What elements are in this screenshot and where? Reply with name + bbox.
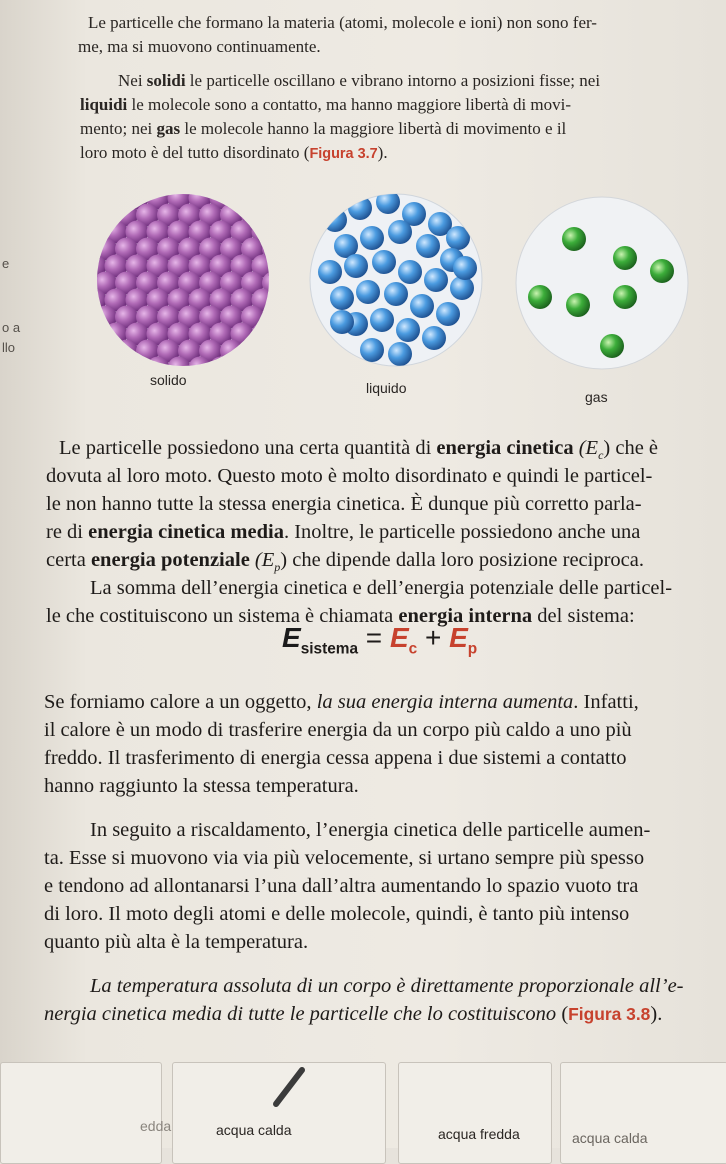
para3-line-2: ta. Esse si muovono via via più velocemente, si urtano sempre più spesso (44, 847, 645, 869)
liquid-particle (436, 302, 460, 326)
liquid-particle (372, 250, 396, 274)
liquid-particle (348, 196, 372, 220)
solid-particle (231, 187, 254, 210)
liquid-particle (388, 220, 412, 244)
gas-label: gas (585, 389, 608, 405)
liquid-particle (410, 294, 434, 318)
solid-particle (84, 221, 107, 244)
liquid-particle (360, 226, 384, 250)
liquid-particle (446, 226, 470, 250)
intro-line-3: Nei solidi le particelle oscillano e vibrano intorno a posizioni fisse; nei (118, 71, 601, 90)
solid-particle (252, 357, 275, 380)
para3-line-1: In seguito a riscaldamento, l’energia cinetica delle particelle aumen- (90, 819, 651, 841)
solid-particle (273, 357, 296, 380)
solid-particle (283, 272, 306, 295)
solid-particle (231, 357, 254, 380)
margin-fragment-2: o a (2, 320, 21, 335)
liquid-particle (356, 280, 380, 304)
para2-line-3: freddo. Il trasferimento di energia cessa appena i due sistemi a contatto (44, 747, 627, 769)
para2-line-1: Se forniamo calore a un oggetto, la sua energia interna aumenta. Infatti, (44, 691, 639, 713)
intro-line-6: loro moto è del tutto disordinato (Figura 3.7). (80, 143, 388, 162)
intro-line-1: Le particelle che formano la materia (atomi, molecole e ioni) non sono fer- (88, 13, 597, 32)
intro-line-4: liquidi le molecole sono a contatto, ma hanno maggiore libertà di movi- (80, 95, 572, 114)
solid-particle (283, 340, 306, 363)
solid-particle (283, 306, 306, 329)
liquid-particle (398, 260, 422, 284)
solid-particle (252, 187, 275, 210)
figure-panel-3 (398, 1062, 552, 1164)
gas-particle (613, 285, 637, 309)
para4-line-2: nergia cinetica media di tutte le particelle che lo costituiscono (Figura 3.8). (44, 1003, 663, 1025)
para1-line-7: le che costituiscono un sistema è chiamata energia interna del sistema: (46, 605, 635, 627)
thermometer-icon (270, 1064, 310, 1114)
gas-particle (528, 285, 552, 309)
solid-particle (84, 357, 107, 380)
liquid-particle (396, 318, 420, 342)
bottom-label-3: acqua fredda (438, 1126, 520, 1142)
liquid-particle (388, 342, 412, 366)
solid-particle (252, 323, 275, 346)
liquid-particle (344, 254, 368, 278)
gas-particle (650, 259, 674, 283)
solid-particle (126, 357, 149, 380)
solid-particle (241, 340, 264, 363)
para1-line-5: certa energia potenziale $(E_p)$ che dipende dalla loro posizione reciproca. (46, 549, 644, 575)
liquid-particle (370, 308, 394, 332)
bottom-label-1: edda (140, 1118, 172, 1134)
intro-line-5: mento; nei gas le molecole hanno la maggiore libertà di movimento e il (80, 119, 567, 138)
para2-line-4: hanno raggiunto la stessa temperatura. (44, 775, 359, 797)
para1-line-4: re di energia cinetica media. Inoltre, le particelle possiedono anche una (46, 521, 641, 543)
solid-particle (283, 238, 306, 261)
liquid-particle (424, 268, 448, 292)
solid-particle (273, 255, 296, 278)
solid-particles (84, 187, 307, 380)
liquid-particle (330, 310, 354, 334)
solid-particle (262, 204, 285, 227)
solid-particle (210, 357, 233, 380)
liquid-particle (453, 256, 477, 280)
liquid-particle (416, 234, 440, 258)
para4-line-1: La temperatura assoluta di un corpo è direttamente proporzionale all’e- (90, 975, 684, 997)
solid-particle (273, 323, 296, 346)
margin-fragment-3: llo (2, 340, 16, 355)
liquid-label: liquido (366, 380, 407, 396)
liquid-particle (422, 326, 446, 350)
figure-states-of-matter (0, 180, 726, 420)
solid-particle (220, 340, 243, 363)
intro-line-2: me, ma si muovono continuamente. (78, 37, 321, 56)
solid-particle (262, 340, 285, 363)
solid-particle (273, 187, 296, 210)
solid-particle (273, 289, 296, 312)
gas-particle (566, 293, 590, 317)
para1-line-2: dovuta al loro moto. Questo moto è molto disordinato e quindi le particel- (46, 465, 653, 487)
liquid-particle (360, 338, 384, 362)
liquid-panel (310, 190, 482, 366)
gas-particle (613, 246, 637, 270)
solid-particle (105, 357, 128, 380)
gas-panel (516, 197, 688, 369)
solid-particle (94, 204, 117, 227)
figure-panel-1 (0, 1062, 162, 1164)
para3-line-4: di loro. Il moto degli atomi e delle molecole, quindi, è tanto più intenso (44, 903, 630, 925)
solid-particle (189, 357, 212, 380)
para3-line-3: e tendono ad allontanarsi l’una dall’altra aumentando lo spazio vuoto tra (44, 875, 639, 897)
solid-label: solido (150, 372, 187, 388)
solid-particle (94, 340, 117, 363)
bottom-label-2: acqua calda (216, 1122, 292, 1138)
solid-particle (84, 187, 107, 210)
gas-particle (562, 227, 586, 251)
figure-panel-4 (560, 1062, 726, 1164)
gas-particle (600, 334, 624, 358)
margin-fragment-1: e (2, 256, 10, 271)
solid-particle (262, 306, 285, 329)
para1-line-6: La somma dell’energia cinetica e dell’energia potenziale delle particel- (90, 577, 673, 599)
para2-line-2: il calore è un modo di trasferire energia da un corpo più caldo a uno più (44, 719, 632, 741)
para1-line-1: Le particelle possiedono una certa quantità di energia cinetica $(E_c)$ che è (59, 437, 659, 463)
solid-panel (84, 187, 307, 380)
solid-particle (283, 204, 306, 227)
solid-particle (84, 323, 107, 346)
liquid-particle (318, 260, 342, 284)
liquid-particle (330, 286, 354, 310)
solid-particle (105, 187, 128, 210)
liquid-particle (384, 282, 408, 306)
solid-particle (115, 340, 138, 363)
bottom-label-4: acqua calda (572, 1130, 648, 1146)
internal-energy-formula: $E_{sistema} = E_c + E_p$ (282, 622, 478, 658)
solid-particle (273, 221, 296, 244)
para3-line-5: quanto più alta è la temperatura. (44, 931, 309, 953)
para1-line-3: le non hanno tutte la stessa energia cinetica. È dunque più corretto parla- (46, 493, 642, 515)
